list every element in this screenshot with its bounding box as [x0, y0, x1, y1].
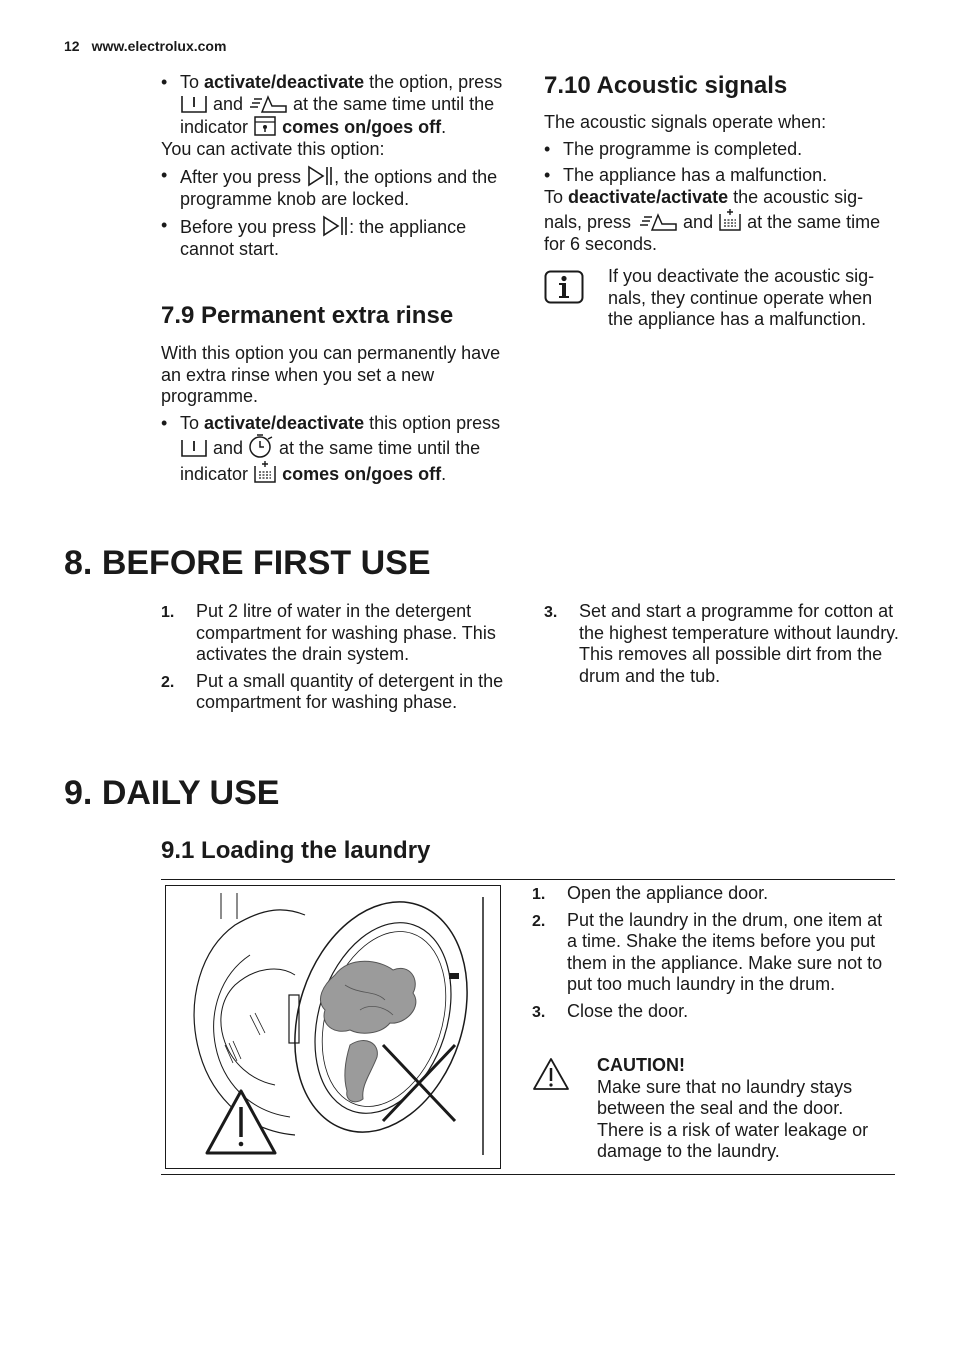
paragraph: With this option you can permanently have an extra rinse when you set a new programme.	[161, 343, 501, 406]
list-item: • After you press , the options and the programme knob are locked.	[161, 165, 516, 210]
start-pause-icon	[306, 165, 334, 187]
table-bottom-rule	[161, 1174, 895, 1175]
extra-rinse-indicator-icon	[253, 460, 277, 484]
section-heading-7-9: 7.9 Permanent extra rinse	[161, 302, 454, 329]
list-item: • The appliance has a malfunction.	[544, 165, 899, 187]
before-first-use-steps-right	[544, 601, 899, 687]
child-lock-indicator-icon	[253, 115, 277, 137]
paragraph: The acoustic signals operate when:	[544, 112, 827, 132]
rinse-button-icon	[636, 212, 678, 232]
table-top-rule	[161, 879, 895, 880]
time-manager-icon	[248, 434, 274, 458]
list-item: 1. Open the appliance door.	[532, 883, 769, 903]
list-item: 1. Put 2 litre of water in the detergent compartment for washing phase. This activates the drain system.	[161, 601, 496, 664]
page-number: 12	[64, 38, 80, 54]
list-item: • The programme is completed.	[544, 139, 899, 161]
chapter-heading-9: 9. DAILY USE	[64, 774, 280, 812]
option-button-icon	[180, 94, 208, 114]
option-button-icon	[180, 438, 208, 458]
section-heading-9-1: 9.1 Loading the laundry	[161, 837, 431, 864]
option-tail	[161, 72, 516, 260]
loading-steps	[532, 883, 892, 1022]
list-item: 3. Close the door.	[532, 1000, 689, 1021]
section-7-10-body	[544, 112, 899, 255]
caution-icon	[532, 1056, 570, 1092]
list-item: • To activate/deactivate this option press and at the same time until the indicator comes on/goes off.	[161, 413, 516, 486]
site-url: www.electrolux.com	[91, 38, 227, 54]
before-first-use-steps-left	[161, 601, 516, 714]
extra-rinse-button-icon	[718, 208, 742, 232]
list-item: • To activate/deactivate the option, press and at the same time until the indicator comes on/goes off.	[161, 72, 516, 139]
page-header	[64, 38, 226, 54]
paragraph: To deactivate/activate the acoustic sig-nals, press and at the same time for 6 seconds.	[544, 186, 881, 254]
paragraph: You can activate this option:	[161, 138, 385, 159]
start-pause-icon	[321, 215, 349, 237]
rinse-button-icon	[248, 94, 288, 114]
loading-laundry-illustration	[165, 885, 501, 1169]
list-item: 3. Set and start a programme for cotton at the highest temperature without laundry. This removes all possible dirt from the drum and the tub.	[544, 601, 899, 686]
info-note: If you deactivate the acoustic sig-nals, they continue operate when the appliance has a malfunction.	[608, 266, 875, 329]
list-item: • Before you press : the appliance cannot start.	[161, 215, 516, 260]
chapter-heading-8: 8. BEFORE FIRST USE	[64, 544, 431, 582]
section-7-9-body	[161, 343, 516, 485]
list-item: 2. Put the laundry in the drum, one item at a time. Shake the items before you put them in the appliance. Make sure not to put too much laundry in the drum.	[532, 909, 883, 994]
caution-text: Make sure that no laundry stays between the seal and the door. There is a risk of water leakage or damage to the laundry.	[597, 1076, 869, 1161]
list-item: 2. Put a small quantity of detergent in the compartment for washing phase.	[161, 670, 504, 712]
info-icon	[544, 270, 584, 304]
caution-box	[597, 1055, 892, 1163]
caution-title: CAUTION!	[597, 1055, 685, 1075]
section-heading-7-10: 7.10 Acoustic signals	[544, 72, 788, 99]
